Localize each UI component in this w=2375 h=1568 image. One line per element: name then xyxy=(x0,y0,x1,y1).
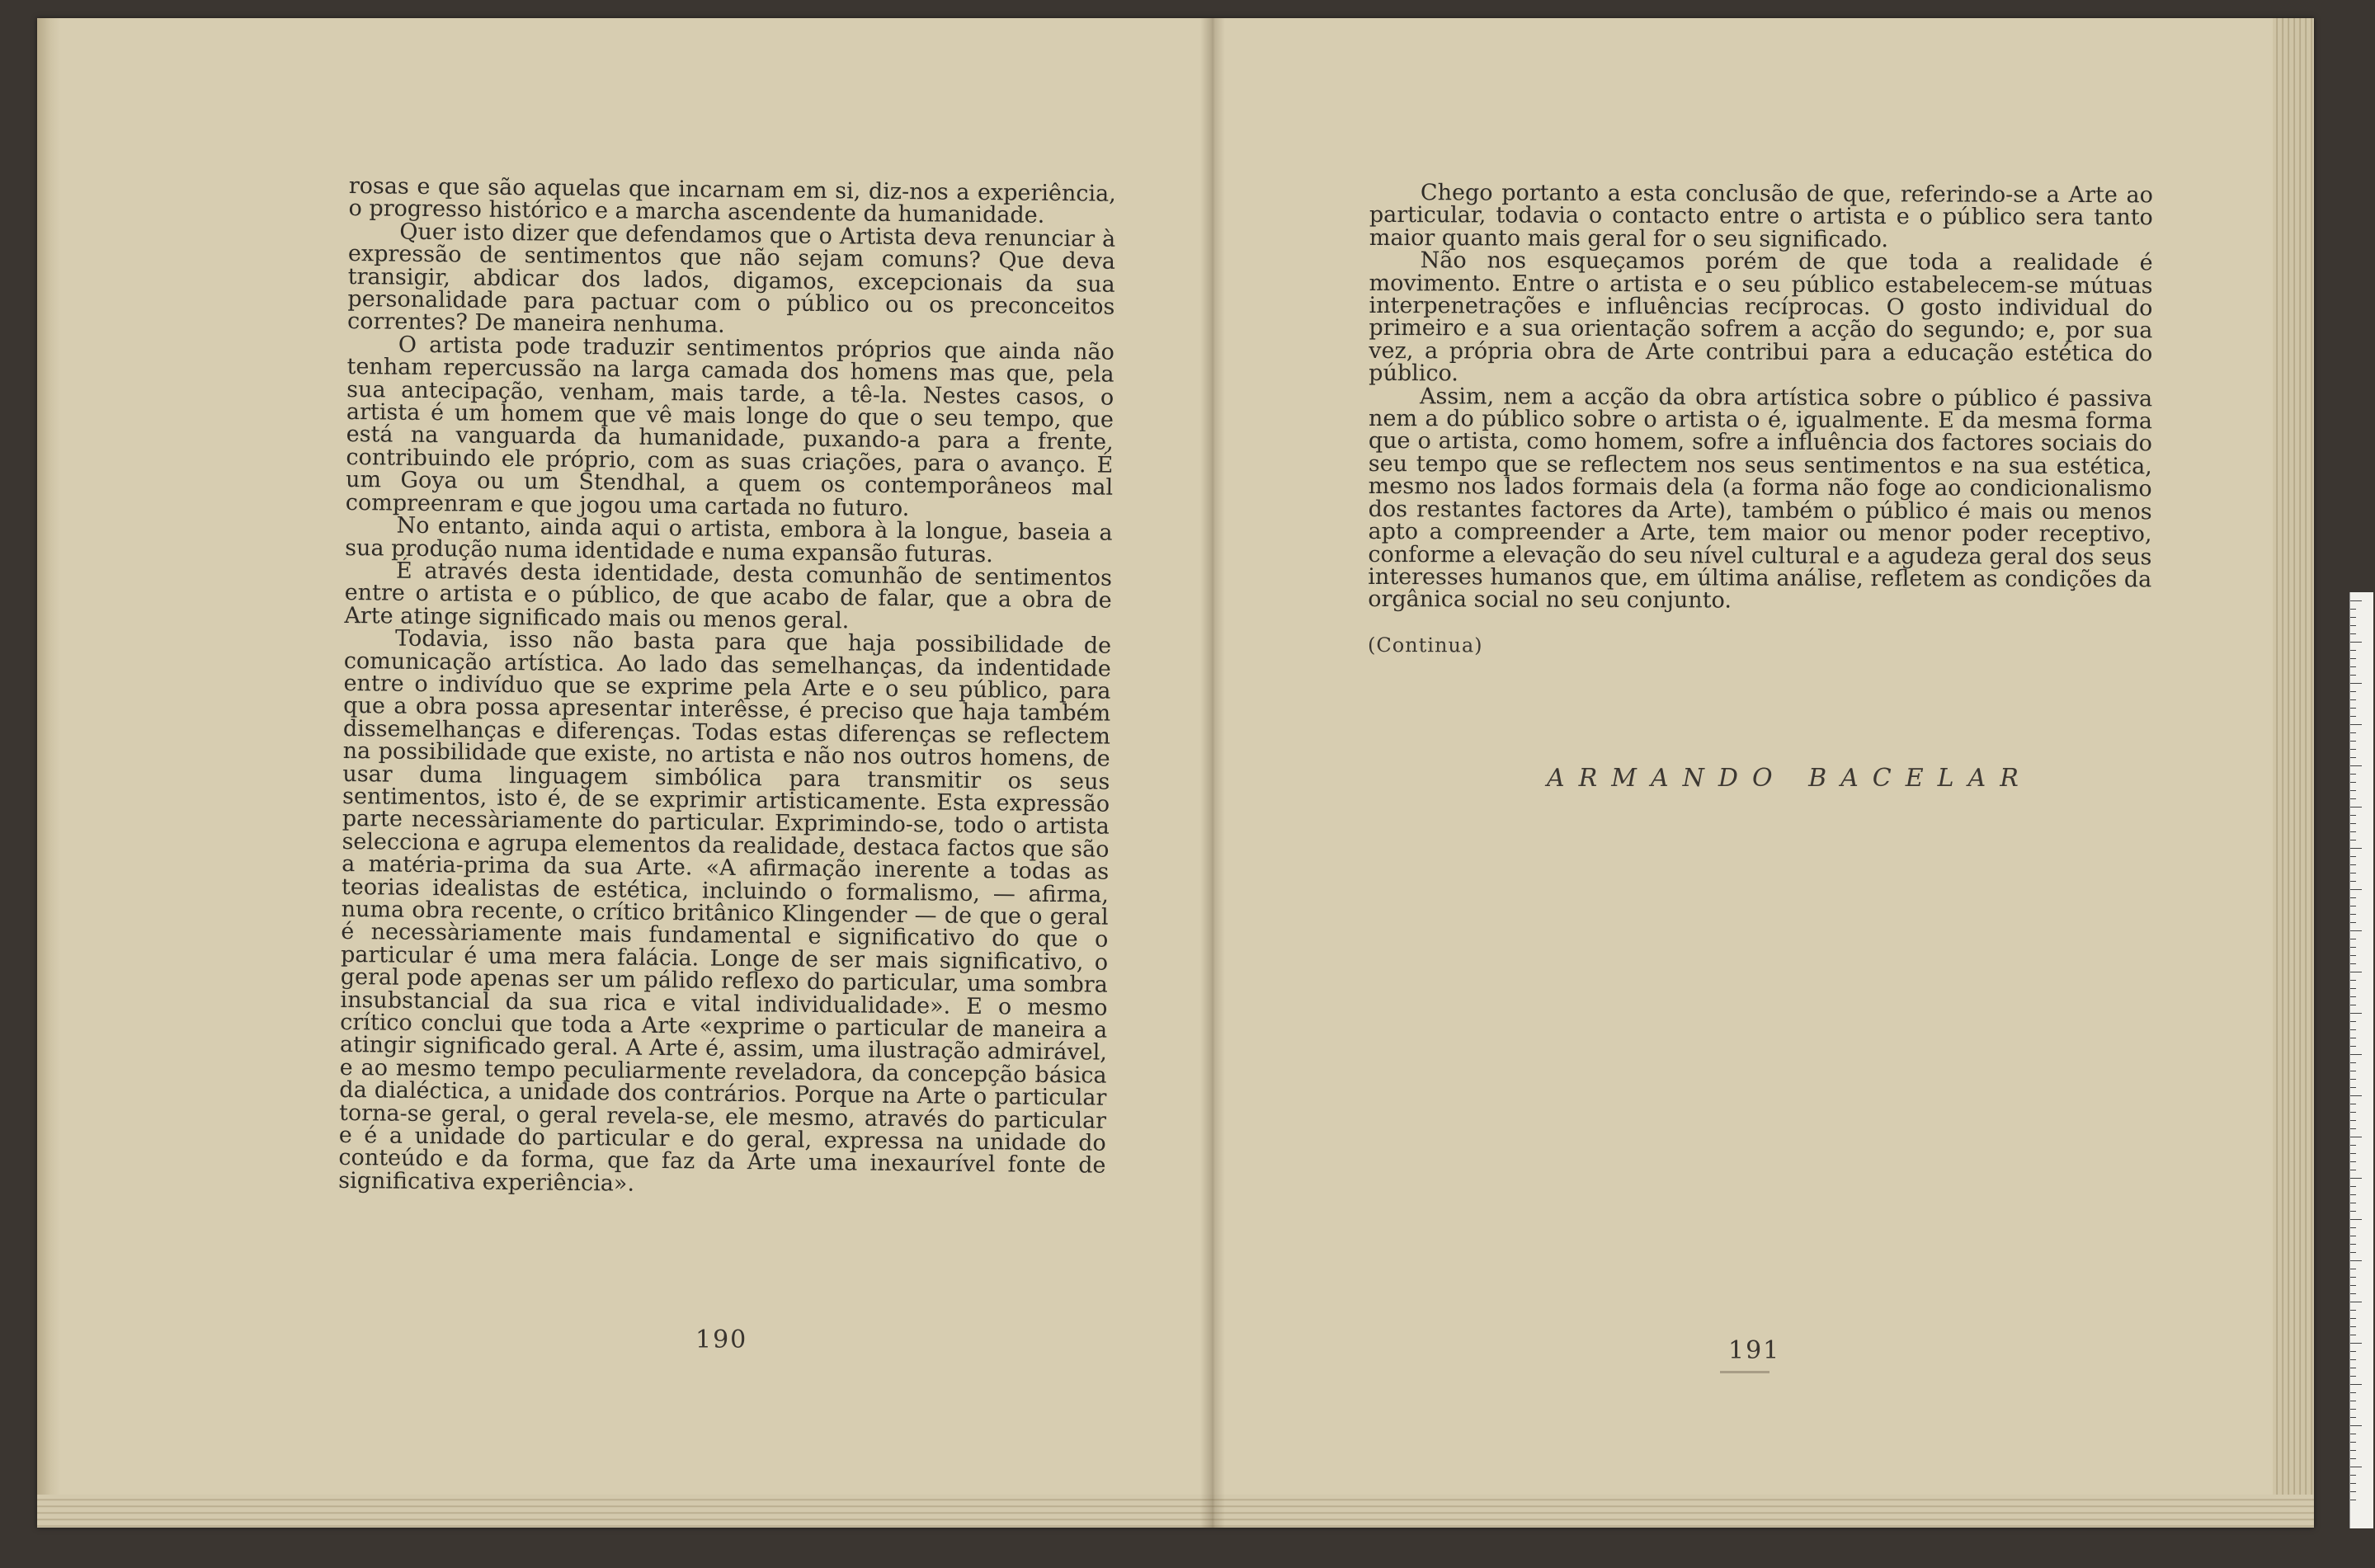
scale-tick xyxy=(2350,757,2356,758)
scale-tick xyxy=(2350,1178,2362,1179)
scale-tick xyxy=(2350,1244,2356,1245)
book-gutter xyxy=(1200,18,1225,1528)
paragraph: Não nos esqueçamos porém de que toda a realidade é movimento. Entre o artista e o seu público estabelecem-se mútuas interpenetrações e influências recíprocas. O gosto individual do primeiro e a sua orientação sofrem a acção do segundo; e, por sua vez, a própria obra de Arte contribui para a educação estética do público. xyxy=(1369,247,2153,387)
paragraph: Quer isto dizer que defendamos que o Artista deva renunciar à expressão de sentimentos que não sejam comuns? Que deva transigir, abdicar dos lados, digamos, excepcionais da sua personalidade para pactuar com o público ou os preconceitos correntes? De maneira nenhuma. xyxy=(346,219,1116,339)
scale-tick xyxy=(2350,691,2356,692)
scale-tick xyxy=(2350,889,2362,890)
scale-tick xyxy=(2350,1425,2362,1426)
scale-tick xyxy=(2350,897,2356,898)
right-page xyxy=(1225,18,2273,1528)
scale-tick xyxy=(2350,856,2356,857)
paragraph: No entanto, ainda aqui o artista, embora à la longue, baseia a sua produção numa identidade e numa expansão futuras. xyxy=(345,512,1113,567)
scale-tick xyxy=(2350,840,2356,841)
scale-tick xyxy=(2350,1384,2362,1385)
paragraph: Todavia, isso não basta para que haja possibilidade de comunicação artística. Ao lado das semelhanças, da indentidade entre o indivíduo que se exprime pela Arte e o seu público, para que a obra possa apresentar interêsse, é preciso que haja também dissemelhanças e diferenças. Todas estas diferenças se reflectem na possibilidade que existe, no artista e não nos outros homens, de usar duma linguagem simbólica para transmitir os seus sentimentos, isto é, de se exprimir artisticamente. Esta expressão parte necessàriamente do particular. Exprimindo-se, todo o artista selecciona e agrupa elementos da realidade, destaca factos que são a matéria-prima da sua Arte. «A afirmação inerente a todas as teorias idealistas de estética, incluindo o formalismo, — afirma, numa obra recente, o crítico britânico Klingender — de que o geral é necessàriamente mais fundamental e significativo do que o particular é uma mera falácia. Longe de ser mais significativo, o geral pode apenas ser um pálido reflexo do particular, uma sombra insubstancial da sua rica e vital individualidade». E o mesmo crítico conclui que toda a Arte «exprime o particular de maneira a atingir significado geral. A Arte é, assim, uma ilustração admirável, e ao mesmo tempo peculiarmente reveladora, da concepção básica da dialéctica, a unidade dos contrários. Porque na Arte o particular torna-se geral, o geral revela-se, ele mesmo, através do particular e é a unidade do particular e do geral, expressa na unidade do conteúdo e da forma, que faz da Arte uma inexaurível fonte de significativa experiência». xyxy=(338,625,1112,1197)
page-number: 191 xyxy=(1728,1336,1781,1365)
scale-tick xyxy=(2350,1021,2356,1022)
scale-tick xyxy=(2350,1112,2356,1113)
scale-tick xyxy=(2350,650,2356,651)
scale-tick xyxy=(2350,708,2356,709)
scale-tick xyxy=(2350,642,2362,643)
right-page-text xyxy=(1368,181,2153,659)
scale-tick xyxy=(2350,1491,2356,1492)
cover-edge-left xyxy=(37,18,60,1528)
scale-tick xyxy=(2350,1359,2356,1360)
scale-tick xyxy=(2350,790,2356,791)
scale-tick xyxy=(2350,782,2356,783)
scale-tick xyxy=(2350,914,2356,915)
scale-tick xyxy=(2350,633,2356,634)
left-page xyxy=(70,18,1200,1528)
scale-tick xyxy=(2350,1211,2356,1212)
scale-tick xyxy=(2350,1351,2356,1352)
scale-tick xyxy=(2350,1260,2362,1261)
scale-tick xyxy=(2350,1194,2356,1195)
scale-tick xyxy=(2350,1054,2362,1055)
scale-tick xyxy=(2350,1079,2356,1080)
scale-tick xyxy=(2350,1376,2356,1377)
scale-tick xyxy=(2350,716,2356,717)
scale-tick xyxy=(2350,625,2356,626)
scale-tick xyxy=(2350,848,2362,849)
paragraph: Assim, nem a acção da obra artística sobre o público é passiva nem a do público sobre o artista o é, igualmente. E da mesma forma que o artista, como homem, sofre a influência dos factores sociais do seu tempo que se reflectem nos seus sentimentos e na sua estética, mesmo nos lados formais dela (a forma não foge ao condicionalismo dos restantes factores da Arte), também o público é mais ou menos apto a compreender a Arte, tem maior ou menor poder receptivo, conforme a elevação do seu nível cultural e a agudeza geral dos seus interesses humanos que, em última análise, refletem as condições da orgânica social no seu conjunto. xyxy=(1368,383,2153,614)
scale-tick xyxy=(2350,741,2356,742)
scale-tick xyxy=(2350,1161,2356,1162)
scale-tick xyxy=(2350,823,2356,824)
scale-tick xyxy=(2350,1285,2356,1286)
scale-tick xyxy=(2350,1343,2362,1344)
scale-tick xyxy=(2350,666,2356,667)
scale-tick xyxy=(2350,1087,2356,1088)
book-spread xyxy=(37,18,2314,1528)
scale-tick xyxy=(2350,881,2356,882)
scale-tick xyxy=(2350,1458,2356,1459)
scale-tick xyxy=(2350,1475,2356,1476)
scale-tick xyxy=(2350,617,2356,618)
continua-note: (Continua) xyxy=(1367,633,1483,657)
scale-tick xyxy=(2350,1029,2356,1030)
scale-tick xyxy=(2350,724,2362,725)
scale-tick xyxy=(2350,1318,2356,1319)
scale-tick xyxy=(2350,1252,2356,1253)
scale-tick xyxy=(2350,955,2356,956)
scale-tick xyxy=(2350,815,2356,816)
scale-tick xyxy=(2350,1326,2356,1327)
scale-tick xyxy=(2350,609,2356,610)
scale-tick xyxy=(2350,930,2362,931)
paragraph: rosas e que são aquelas que incarnam em si, diz-nos a experiência, o progresso histórico e a marcha ascendente da humanidade. xyxy=(348,173,1116,229)
scale-tick xyxy=(2350,749,2356,750)
scale-tick xyxy=(2350,1013,2362,1014)
scale-tick xyxy=(2350,807,2362,808)
scale-tick xyxy=(2350,996,2356,997)
scale-tick xyxy=(2350,1120,2356,1121)
scale-tick xyxy=(2350,1442,2356,1443)
left-page-text xyxy=(338,175,1116,1200)
scale-tick xyxy=(2350,980,2356,981)
author-signature: ARMANDO BACELAR xyxy=(1547,764,2033,793)
scale-tick xyxy=(2350,1095,2362,1096)
scale-tick xyxy=(2350,1293,2356,1294)
scale-tick xyxy=(2350,1483,2356,1484)
scale-tick xyxy=(2350,1219,2362,1220)
scale-tick xyxy=(2350,1409,2356,1410)
scale-tick xyxy=(2350,1186,2356,1187)
scale-tick xyxy=(2350,831,2356,832)
scale-tick xyxy=(2350,1277,2356,1278)
scale-tick xyxy=(2350,732,2356,733)
scale-tick xyxy=(2350,675,2356,676)
scale-tick xyxy=(2350,1046,2356,1047)
paragraph: O artista pode traduzir sentimentos próprios que ainda não tenham repercussão na larga camada dos homens mas que, pela sua antecipação, venham, mais tarde, a tê-la. Nestes casos, o artista é um homem que vê mais longe do que o seu tempo, que está na vanguarda da humanidade, puxando-a para a frente, contribuindo ele próprio, com as suas criações, para o avanço. É um Goya ou um Stendhal, a quem os contemporâneos mal compreenram e que jogou uma cartada no futuro. xyxy=(345,332,1114,521)
smudge xyxy=(1720,1371,1769,1373)
scale-tick xyxy=(2350,1128,2356,1129)
page-edges-right xyxy=(2273,18,2314,1528)
scale-tick xyxy=(2350,988,2356,989)
scale-tick xyxy=(2350,1062,2356,1063)
scale-tick xyxy=(2350,1310,2356,1311)
paragraph: Chego portanto a esta conclusão de que, referindo-se a Arte ao particular, todavia o contacto entre o artista e o público sera tanto maior quanto mais geral for o seu significado. xyxy=(1369,180,2154,253)
scale-tick xyxy=(2350,922,2356,923)
scale-tick xyxy=(2350,1392,2356,1393)
scale-tick xyxy=(2350,1417,2356,1418)
scale-tick xyxy=(2350,947,2356,948)
scale-tick xyxy=(2350,798,2356,799)
scale-tick xyxy=(2350,864,2356,865)
scale-tick xyxy=(2350,1450,2356,1451)
scale-tick xyxy=(2350,1145,2356,1146)
scale-tick xyxy=(2350,765,2362,766)
scale-tick xyxy=(2350,658,2356,659)
scale-tick xyxy=(2350,1153,2356,1154)
scanner-scale-strip xyxy=(2349,592,2373,1528)
scale-tick xyxy=(2350,774,2356,775)
scale-tick xyxy=(2350,699,2356,700)
scale-tick xyxy=(2350,600,2362,601)
scale-tick xyxy=(2350,1227,2356,1228)
page-number: 190 xyxy=(695,1326,748,1354)
scale-tick xyxy=(2350,683,2362,684)
paragraph: É através desta identidade, desta comunhão de sentimentos entre o artista e o público, de que acabo de falar, que a obra de Arte atinge significado mais ou menos geral. xyxy=(344,558,1113,634)
scale-tick xyxy=(2350,963,2356,964)
